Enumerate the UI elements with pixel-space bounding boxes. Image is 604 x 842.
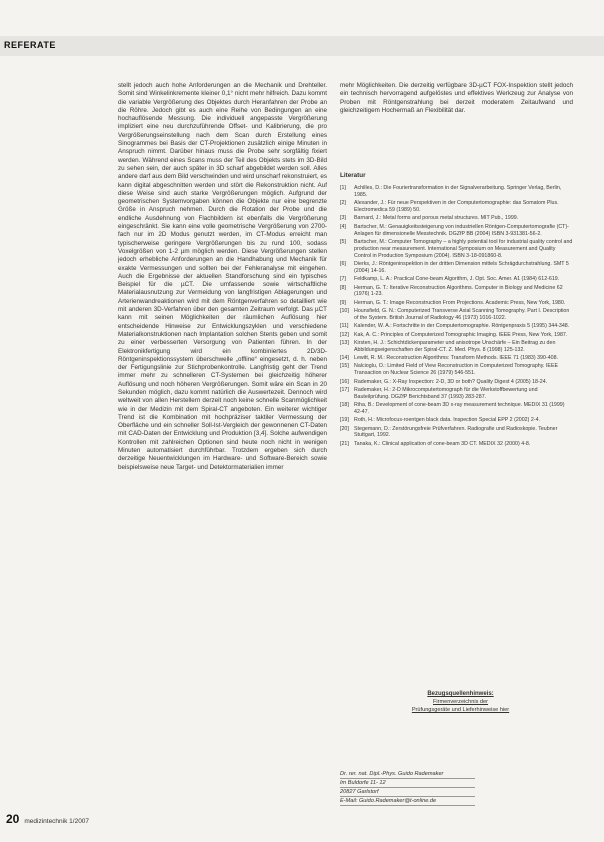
literature-item-text: Bartscher, M.: Genauigkeitssteigerung von industriellen Röntgen-Computertomografie (CT)-Anlagen für dimensionelle Messtechnik. DGZfP BB (2004) ISBN 3-931381-56-2. [354, 223, 569, 237]
literature-item-text: Nalcioglu, O.: Limited Field of View Reconstruction in Computerized Tomography. IEEE Transaction on Nuclear Science 26 (1979) 546-551. [354, 363, 559, 377]
source-title: Bezugsquellenhinweis: [427, 691, 494, 697]
literature-item-number: [7] [340, 276, 346, 283]
literature-item [340, 426, 573, 440]
literature-item [340, 355, 573, 362]
author-street: Im Buldorfe 11- 12 [340, 779, 475, 788]
literature-item [340, 261, 573, 275]
literature-item-text: Riha, B.: Development of cone-beam 3D x-ray measurement technique. MEDIX 31 (1999) 42-47. [354, 402, 565, 415]
author-address [340, 770, 500, 806]
journal-name: medizintechnik 1/2007 [24, 818, 90, 825]
literature-item-number: [18] [340, 402, 349, 409]
literature-item [340, 200, 573, 214]
literature-item-text: Achilles, D.: Die Fouriertransformation in der Signalverarbeitung. Springer Verlag, Berlin, 1985. [354, 185, 562, 198]
literature-item-text: Hounsfield, G. N.: Computerized Transverse Axial Scanning Tomography. Part I. Description of the System. British Journal of Radiology 46 (1973) 1016-1022. [354, 308, 570, 321]
page-footer [6, 812, 89, 826]
literature-item-number: [3] [340, 215, 346, 222]
literature-item-number: [11] [340, 323, 349, 330]
literature-item-number: [5] [340, 238, 346, 245]
literature-item [340, 185, 573, 199]
literature-list [340, 185, 573, 449]
literature-item [340, 323, 573, 330]
body-text-right: mehr Möglichkeiten. Die derzeitig verfügbare 3D-µCT FOX-Inspektion stellt jedoch ein technisch hervorragend aufgelöstes und effektives Werkzeug zur Analyse von Proben mit Röntgenstrahlung bei derzeit moderatem Zeitaufwand und gleichzeitigem Hochermaß an Flexibilität dar. [340, 82, 573, 114]
literature-item-number: [15] [340, 363, 349, 370]
literature-item [340, 379, 573, 386]
literature-item-number: [13] [340, 339, 349, 346]
literature-item-number: [10] [340, 308, 349, 315]
literature-item-text: Alexander, J.: Für neue Perspektiven in der Computertomographie: das Somatom Plus. Electromedica 59 (1989) 50. [354, 200, 559, 214]
page-number: 20 [6, 812, 20, 826]
literature-heading: Literatur [340, 172, 366, 179]
literature-item-number: [9] [340, 299, 346, 306]
source-reference-box [388, 690, 533, 714]
source-line: Firmenverzeichnis der [432, 699, 489, 705]
literature-item-text: Roth, H.: Microfocus-roentgen black data. Inspection Special EPP 2 (2002) 2-4. [354, 417, 540, 424]
literature-item [340, 402, 573, 416]
author-city: 20827 Garlstorf [340, 788, 475, 797]
literature-item-number: [16] [340, 378, 349, 385]
literature-item-text: Kalender, W. A.: Fortschritte in der Computertomographie. Röntgenpraxis 5 (1995) 344-348. [354, 323, 570, 330]
literature-item-number: [19] [340, 417, 349, 424]
literature-item [340, 332, 573, 339]
literature-item-text: Tanaka, K.: Clinical application of cone-beam 3D CT. MEDIX 32 (2000) 4-8. [354, 440, 531, 447]
author-email: E-Mail: Guido.Rademaker@t-online.de [340, 797, 475, 806]
literature-item-number: [20] [340, 425, 349, 432]
body-text-left: stellt jedoch auch hohe Anforderungen an die Mechanik und Drehteller. Somit sind Winkelinkremente kleiner 0,1° nicht mehr hilfreich. Dazu kommt die variable Vergrößerung des Objektes durch Heranfahren der Probe an die Röhre. Jedoch gibt es auch eine Reihe von Bedingungen an eine hochauflösende Messung. Die individuell angepasste Vergrößerung impliziert eine neu durchzuführende Offset- und Kalibrierung, die pro Vergrößerungseinstellung nach dem Scan durch Erstellung eines Sinogrammes bei Basis der CT-Projektionen zusätzlich einige Minuten in Anspruch nimmt. Darüber hinaus muss die Probe sehr sorgfältig fixiert werden. Während eines Scans muss der Teil des Objekts stets im 3D-Bild zu sehen sein, der auch später in 3D scharf abgebildet werden soll. Alles andere darf aus dem Bild verschwinden und wird unscharf rekonstruiert, es kann digital abgeschnitten werden und stört die Rekonstruktion nicht. Auf diese Weise sind auch starke Vergrößerungen möglich. Aufgrund der geometrischen Systemvorgaben können die Objekte nur eine begrenzte Größe in Anspruch nehmen. Durch die Rotation der Probe und die endliche Ausdehnung von Flachbildern ist ebenfalls die Vergrößerung eingeschränkt. Sie kann eine volle geometrische Vergrößerung von 2700-fach nur im 2D Modus genutzt werden, im CT-Modus erreicht man typischerweise geringere Vergrößerungen bis zu rund 100, sodass Voxelgrößen von 1-2 µm möglich werden. Diese Vergrößerungen stellen jedoch erhebliche Anforderungen an die Handhabung und Mechanik für exakte Vermessungen und sollten bei der Fehleranalyse mit eingehen. Auch die Ergebnisse der aktuellen Standforschung sind ein typisches Beispiel für die µCT. Die umfassende sowie wirtschaftliche Materialausnutzung zur Vermeidung von langfristigen Ablagerungen und Arterienwandreaktionen wird mit dem Röntgenverfahren so detailliert wie mit anderen 3D-Verfahren über den gesamten Zeitraum verfolgt. Das µCT kann mit seinen Möglichkeiten der räumlichen Auflösung hier entscheidende Hinweise zur Entwicklungszyklen und verschiedene Materialkonstruktionen nach Implantation solchen Stents geben und somit zu einer verbesserten Versorgung von Patienten führen. In der Elektronikfertigung wird ein kombiniertes 2D/3D-Röntgeninspektionssystem überschwelle „offline“ eingesetzt, d. h. neben der Fertigungslinie zur Stichprobenkontrolle. Langfristig geht der Trend immer mehr zu schnelleren CT-Systemen bei gleichzeitig höherer Auflösung und noch höheren Vergrößerungen. Somit wäre ein Scan in 20 Sekunden möglich, dazu kommt natürlich die Auswertezeit. Dennoch wird weltweit von allen Herstellern derzeit noch keine schnelle Scanmöglichkeit wie in der Medizin mit dem Spiral-CT angeboten. Ein weiterer wichtiger Trend ist die Kombination mit hochpräziser taktiler Vermessung der Oberfläche und ein schneller Soll-Ist-Vergleich der gewonnenen CT-Daten mit CAD-Daten der Entwicklung und Produktion [3,4]. Solche aufwendigen Kontrollen mit zahlreichen Optionen sind heute noch nicht in wenigen Minuten automatisiert durchführbar. Trotzdem ergeben sich durch derzeitige Neuentwicklungen im Hardware- und Software-Bereich sowie beispielsweise neue Target- und Detektormaterialien immer [118, 82, 327, 471]
literature-item [340, 276, 573, 283]
literature-item-text: Rademaker, H.: 2-D Mikrocomputertomograph für die Werkstoffbewertung und Bauteilprüfung. DGZfP Berichtsband 37 (1993) 283-287. [354, 386, 538, 400]
literature-item [340, 363, 573, 377]
literature-item-text: Feldkamp, L. A.: Practical Cone-beam Algorithm, J. Opt. Soc. Amer. A1 (1984) 612-619. [354, 276, 560, 283]
body-column-right [340, 82, 573, 115]
body-column-left [118, 82, 327, 472]
section-label: REFERATE [4, 40, 56, 50]
literature-item-number: [6] [340, 261, 346, 268]
literature-item [340, 308, 573, 322]
literature-item [340, 300, 573, 307]
literature-item-text: Barnard, J.: Metal forms and porous metal structures. MIT Pub., 1999. [354, 215, 519, 222]
literature-item-number: [12] [340, 331, 349, 338]
literature-item-text: Kirsten, H. J.: Schichtdickenparameter und anisotrope Unschärfe – Ein Beitrag zu den Abbildungseigenschaften der Spiral-CT. Z. Med. Phys. 8 (1998) 125-132. [354, 339, 556, 353]
literature-item-text: Kak, A. C.: Principles of Computerized Tomographic Imaging. IEEE Press, New York, 1987. [354, 331, 568, 338]
header-band [0, 36, 604, 56]
literature-item [340, 239, 573, 260]
literature-item-number: [4] [340, 223, 346, 230]
literature-item-number: [1] [340, 185, 346, 191]
source-line: Prüfungsgeräte und Lieferhinweise hier [411, 707, 510, 713]
literature-item-text: Dierks, J.: Röntgeninspektion in der dritten Dimension mittels Schrägdurchstrahlung. SMT 5 (2004) 14-16. [354, 261, 569, 274]
literature-item [340, 285, 573, 299]
literature-item-number: [8] [340, 284, 346, 291]
literature-item [340, 441, 573, 448]
author-name: Dr. rer. nat. Dipl.-Phys. Guido Rademaker [340, 770, 475, 779]
literature-item-text: Herman, G. T.: Image Reconstruction From Projections. Academic Press, New York, 1980. [354, 299, 566, 306]
literature-item-text: Lewitt, R. M.: Reconstruction Algorithms: Transform Methods. IEEE 71 (1983) 390-408. [354, 355, 559, 362]
literature-item [340, 340, 573, 354]
literature-item-text: Herman, G. T.: Iterative Reconstruction Algorithms. Computer in Biology and Medicine 62 (1976) 1-23. [354, 284, 563, 298]
literature-item-number: [17] [340, 386, 349, 393]
literature-item [340, 417, 573, 424]
literature-item-number: [14] [340, 355, 349, 362]
literature-item [340, 215, 573, 222]
literature-item-text: Rademaker, G.: X-Ray Inspection: 2-D, 3D or both? Quality Digest 4 (2005) 18-24. [354, 378, 548, 385]
literature-item [340, 224, 573, 238]
literature-item [340, 387, 573, 401]
literature-item-text: Bartscher, M.: Computer Tomography – a highly potential tool for industrial quality control and production near measurement. International Symposium on Measurement and Quality Control in Production Symposium (2004). ISBN 3-18-091860-8. [354, 238, 573, 259]
literature-item-text: Stegemann, D.: Zerstörungsfreie Prüfverfahren. Radiografie und Radioskopie. Teubner Stuttgart, 1992. [354, 425, 558, 439]
literature-item-number: [21] [340, 440, 349, 447]
literature-item-number: [2] [340, 200, 346, 207]
